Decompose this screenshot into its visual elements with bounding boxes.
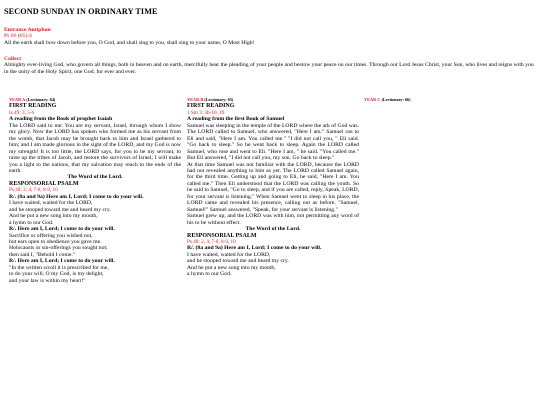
reading-text: Samuel was sleeping in the temple of the LORD where the ark of God was. The LORD called to Samuel, who answered, "Here I am." Samuel ran to Eli and said, "Here I am. You called me." "I did not call you, " Eli said. "Go back to sleep." So he went back to sleep. Again the LORD called Samuel, who rose and went to Eli. "Here I am, " he said. "You called me." But Eli answered, "I did not call you, my son. Go back to sleep." [187, 122, 359, 162]
year-c-lectionary: (Lectionary: 66) [381, 97, 411, 102]
reading-intro: A reading from the first Book of Samuel [187, 116, 285, 123]
entrance-ref: Ps 66 (65):4 [4, 33, 32, 40]
reading-text: Samuel grew up, and the LORD was with him, not permitting any word of his to be without effect. [187, 213, 359, 226]
psalm-heading: RESPONSORIAL PSALM [187, 232, 257, 239]
collect-label: Collect [4, 56, 22, 62]
psalm-ref: Ps 40: 2, 4, 7-8, 8-9, 10 [187, 238, 236, 245]
psalm-verse: Sacrifice or offering you wished not, but ears open to obedience you gave me. Holocausts or sin-offerings you sought not; then said I, "Behold I come." [9, 232, 108, 258]
psalm-verse: "In the written scroll it is prescribed for me, to do your will, O my God, is my delight, and your law is within my heart!" [9, 264, 109, 284]
collect [4, 56, 536, 75]
psalm-response: R/. Here am I, Lord; I come to do your will. [9, 258, 115, 265]
year-a-label: YEAR A [9, 97, 26, 102]
collect-text: Almighty ever-living God, who govern all things, both in heaven and on earth, mercifully hear the pleading of your people and bestow your peace on our times. Through our Lord Jesus Christ, your Son, who lives and reigns with you in the unity of the Holy Spirit, one God, for ever and ever. [4, 62, 534, 75]
entrance-label: Entrance Antiphon [4, 27, 51, 33]
psalm-ref: Ps 40: 2, 4, 7-8, 8-9, 10 [9, 187, 58, 194]
psalm-heading: RESPONSORIAL PSALM [9, 180, 79, 187]
year-a-lectionary: (Lectionary: 64) [26, 97, 56, 102]
reading-intro: A reading from the Book of prophet Isaiah [9, 116, 113, 123]
year-c-header [364, 97, 536, 103]
psalm-verse: I have waited, waited for the LORD, and he stooped toward me and heard my cry. And he put a new song into my mouth, a hymn to our God. [187, 251, 289, 278]
psalm-response: R/. (8a and 9a) Here am I, Lord; I come to do your will. [9, 193, 144, 200]
first-reading-ref: Is 49: 3, 5-6 [9, 109, 35, 116]
word-of-the-lord: The Word of the Lord. [245, 226, 301, 233]
year-c-column [364, 97, 536, 103]
entrance-text: All the earth shall bow down before you, O God, and shall sing to you, shall sing to your name, O Most High! [4, 39, 255, 46]
first-reading-ref: 1 Sm 3: 3b-10, 19 [187, 109, 225, 116]
year-b-lectionary: (Lectionary: 65) [204, 97, 234, 102]
first-reading-heading: FIRST READING [9, 103, 57, 110]
reading-text: The LORD said to me: You are my servant, Israel, through whom I show my glory. Now the LORD has spoken who formed me as his servant from the womb, that Jacob may be brought back to him and Israel gathered to him; and I am made glorious in the sight of the LORD, and my God is now my strength! It is too little, the LORD says, for you to be my servant, to raise up the tribes of Jacob, and restore the survivors of Israel; I will make you a light to the nations, that my salvation may reach to the ends of the earth. [9, 122, 181, 174]
psalm-verse: I have waited, waited for the LORD, and he stooped toward me and heard my cry. And he put a new song into my mouth, a hymn to our God. [9, 200, 111, 226]
psalm-response: R/. (8a and 9a) Here am I, Lord; I come to do your will. [187, 245, 322, 252]
page-title: SECOND SUNDAY IN ORDINARY TIME [4, 7, 158, 16]
reading-text: At that time Samuel was not familiar with the LORD, because the LORD had not revealed anything to him as yet. The LORD called Samuel again, for the third time. Getting up and going to Eli, he said, "Here I am. You called me." Then Eli understood that the LORD was calling the youth. So he said to Samuel, "Go to sleep, and if you are called, reply, Speak, LORD, for your servant is listening." When Samuel went to sleep in his place, the LORD came and revealed his presence, calling out as before, "Samuel, Samuel!" Samuel answered, "Speak, for your servant is listening." [187, 161, 359, 213]
year-b-column [187, 97, 359, 278]
year-a-column [9, 97, 181, 284]
year-b-label: YEAR B [187, 97, 204, 102]
word-of-the-lord: The Word of the Lord. [67, 174, 123, 181]
entrance-antiphon [4, 27, 255, 46]
first-reading-heading: FIRST READING [187, 103, 235, 110]
psalm-response: R/. Here am I, Lord; I come to do your will. [9, 226, 115, 233]
year-c-label: YEAR C [364, 97, 381, 102]
